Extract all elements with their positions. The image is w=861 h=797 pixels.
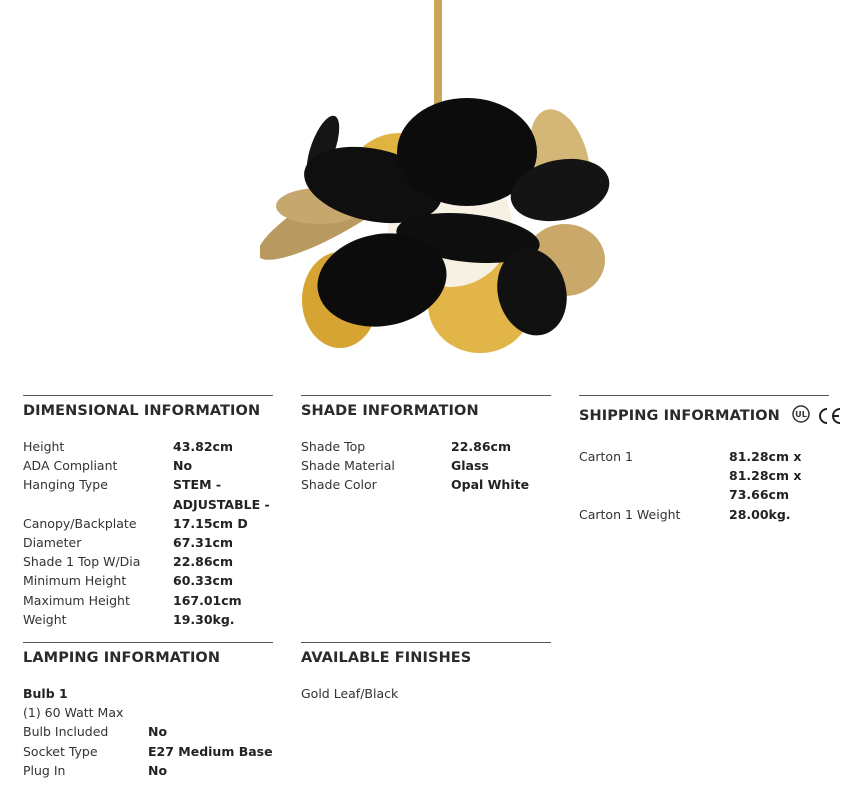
dimension-row [23,552,273,571]
lamping-section [23,642,273,780]
shade-row [301,437,551,456]
dimension-label: Minimum Height [23,573,127,589]
dimension-label: Hanging Type [23,477,108,493]
shipping-row [579,505,829,524]
shade-section [301,395,551,495]
dimensional-title: DIMENSIONAL INFORMATION [23,403,261,419]
dimension-label: Weight [23,611,67,627]
dimension-label: Canopy/Backplate [23,515,137,531]
dimension-value: 43.82cm [173,439,233,454]
shade-row [301,475,551,494]
dimension-row [23,475,273,513]
dimension-value: 22.86cm [173,554,233,570]
dimension-row [23,591,273,610]
dimension-row [23,456,273,475]
svg-text:UL: UL [795,410,807,419]
shipping-row [579,447,829,505]
shade-label: Shade Material [301,458,395,474]
bulb-title: Bulb 1 [23,686,68,701]
lamping-value: No [148,724,168,740]
lamping-value: No [148,762,168,778]
shipping-value: 28.00kg. [729,506,791,522]
lamping-title: LAMPING INFORMATION [23,650,221,666]
dimension-row [23,514,273,533]
dimension-label: Maximum Height [23,592,130,608]
shade-row [301,456,551,475]
lamping-label: Socket Type [23,743,98,759]
finish-item: Gold Leaf/Black [301,686,399,701]
shade-label: Shade Color [301,477,377,493]
shipping-value: 81.28cm x 81.28cm x 73.66cm [729,449,802,503]
shipping-label: Carton 1 [579,449,633,464]
dimension-label: Diameter [23,535,82,551]
lamping-row [23,722,273,741]
bulb-description: (1) 60 Watt Max [23,705,124,721]
stem [434,0,442,118]
shipping-label: Carton 1 Weight [579,506,681,522]
dimension-value: 19.30kg. [173,611,235,627]
dimension-value: No [173,458,193,474]
product-image [260,0,620,360]
shade-title: SHADE INFORMATION [301,403,479,419]
finishes-section [301,642,551,703]
dimension-value: STEM - ADJUSTABLE - [173,477,270,512]
lamping-value: E27 Medium Base [148,743,273,759]
dimension-value: 67.31cm [173,535,233,551]
shipping-title: SHIPPING INFORMATION [579,408,780,424]
dimension-label: Height [23,439,65,454]
dimension-label: ADA Compliant [23,458,118,474]
dimension-row [23,437,273,456]
lamping-label: Bulb Included [23,724,109,740]
dimension-row [23,533,273,552]
shipping-section [579,395,829,524]
dimension-value: 60.33cm [173,573,233,589]
ul-listed-icon [788,403,814,429]
shade-value: Glass [451,458,489,474]
ce-mark-icon [816,406,842,426]
shade-value: Opal White [451,477,530,493]
lamping-row [23,742,273,761]
shade-value: 22.86cm [451,439,511,454]
dimensional-section [23,395,273,629]
shade-label: Shade Top [301,439,366,454]
dimension-value: 17.15cm D [173,515,248,531]
lamping-row [23,761,273,780]
finishes-title: AVAILABLE FINISHES [301,650,472,666]
lamping-label: Plug In [23,762,66,778]
dimension-label: Shade 1 Top W/Dia [23,554,141,570]
dimension-row [23,610,273,629]
dimension-value: 167.01cm [173,592,242,608]
dimension-row [23,571,273,590]
